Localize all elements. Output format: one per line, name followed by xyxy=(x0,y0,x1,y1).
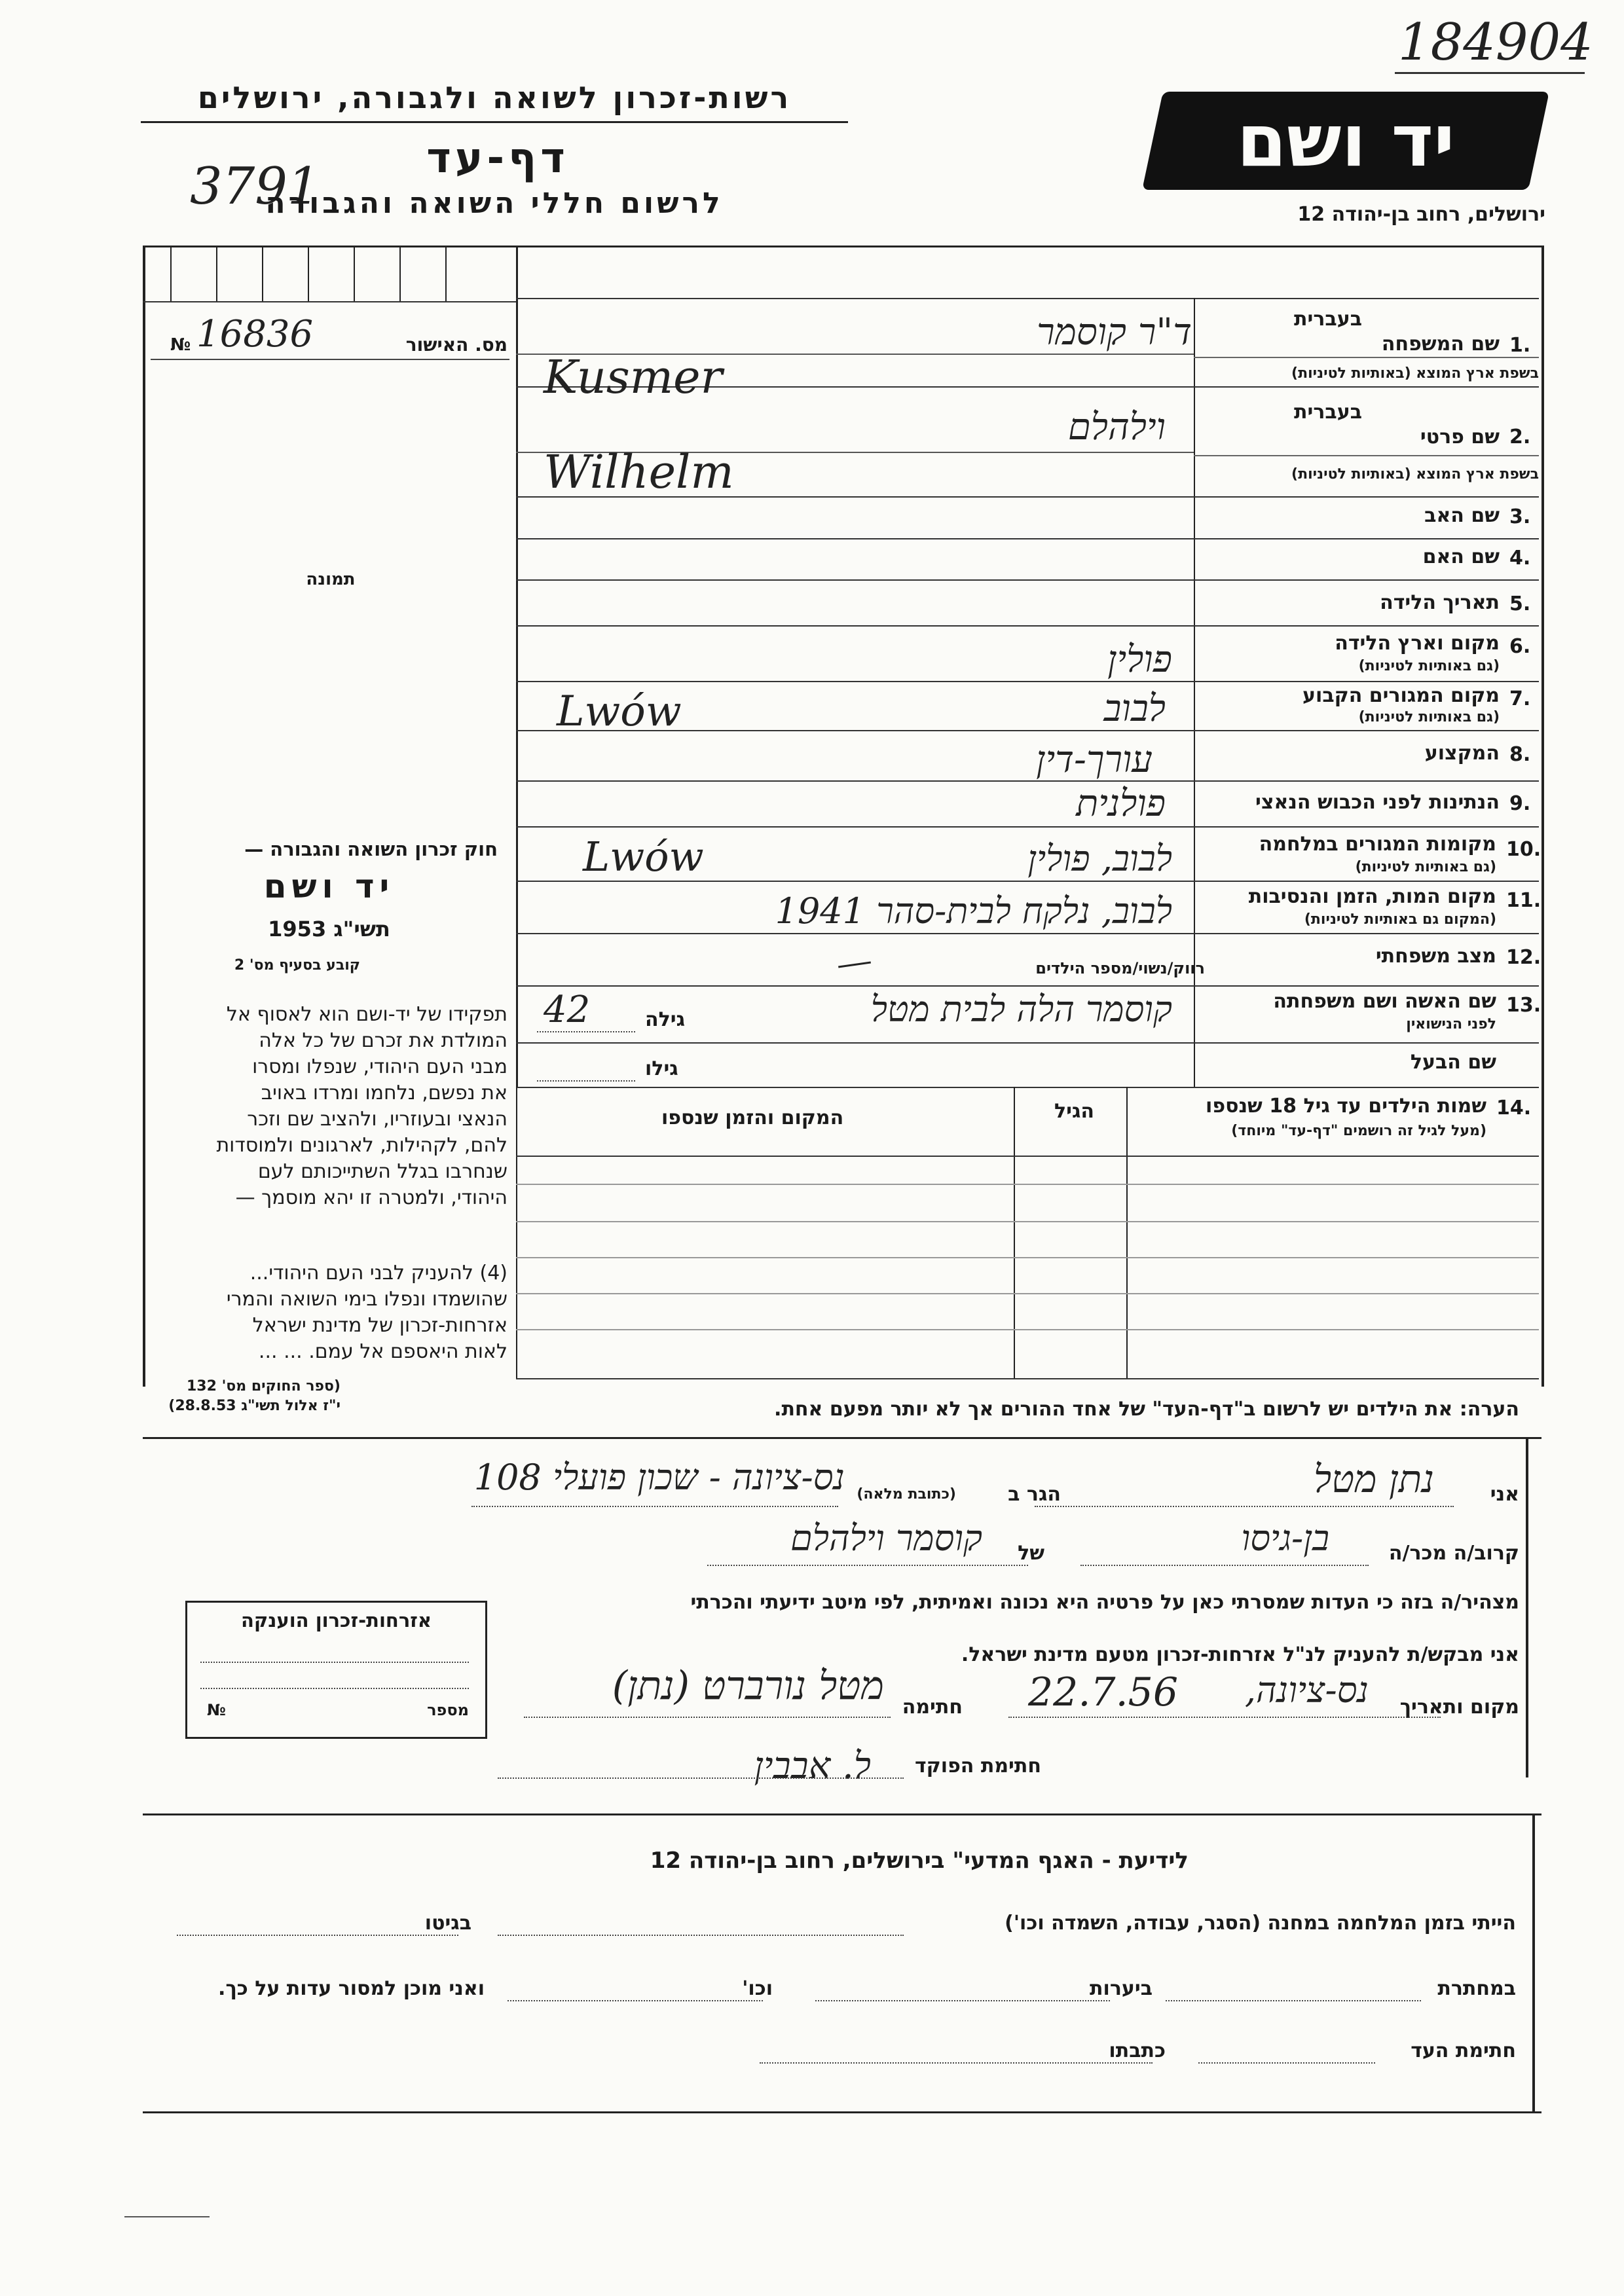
authority-line: רשות-זכרון לשואה ולגבורה, ירושלים xyxy=(197,80,792,115)
field-5-num: 5. xyxy=(1509,592,1531,615)
field-10-sub: (גם באותיות לטיניות) xyxy=(1355,859,1496,875)
field-2-label: שם פרטי xyxy=(1420,426,1500,448)
research-line3-b: כתבתו xyxy=(1109,2039,1166,2062)
field-6-num: 6. xyxy=(1509,635,1531,658)
decl-place: נס-ציונה, xyxy=(1244,1669,1369,1711)
field-7-value-latin: Lwów xyxy=(557,687,682,736)
field-7-label: מקום המגורים הקבוע xyxy=(1302,684,1500,707)
field-2-num: 2. xyxy=(1509,426,1531,448)
field-7-sub: (גם באותיות לטיניות) xyxy=(1358,709,1500,725)
field-1-num: 1. xyxy=(1509,334,1531,357)
archive-number: 184904 xyxy=(1398,13,1593,72)
decl-i-label: אני xyxy=(1490,1483,1519,1506)
yad-vashem-logo xyxy=(1142,92,1549,190)
decl-statement-1: מצהיר/ה בזה כי העדות שמסרתי כאן על פרטיה היא נכונה ואמיתית, לפי מיטב ידיעתי והכרתי xyxy=(690,1591,1519,1614)
research-line2-d: ואני מוכן למסור עדות על כך. xyxy=(218,1977,485,2000)
field-6-value: פולין xyxy=(1107,638,1172,681)
law-para1: תפקידו של יד-ושם הוא לאסוף אל המולדת את זכרם של כל אלה מבני העם היהודי, שנפלו ומסרו את נפשם, נלחמו ומרדו באויב הנאצי ובעוזריו, ולהציב שם וזכר להם, לקהילות, לארגונים ולמוסדות שנחרבו בגלל השתייכותם לעם היהודי, ולמטרה זו יהא מוסמך — xyxy=(216,1003,507,1209)
law-name: יד ושם xyxy=(263,867,395,905)
decl-officer-label: חתימת הפוקד xyxy=(915,1755,1041,1777)
field-10-value-latin: Lwów xyxy=(583,833,704,881)
research-line3-a: חתימת העד xyxy=(1411,2039,1516,2062)
field-13-value: קוסמר הלה לבית מטל xyxy=(870,989,1172,1030)
field-10-value-hebrew: לבוב, פולין xyxy=(1027,838,1172,879)
form-subtitle: לרשום חללי השואה והגבורה xyxy=(265,187,724,220)
research-line2-c: וכו' xyxy=(742,1977,773,2000)
decl-statement-2: אני מבקש/ת להעניק לנ"ל אזרחות-זכרון מטעם מדינת ישראל. xyxy=(961,1643,1519,1666)
decl-address: נס-ציונה - שכון פועלי 108 xyxy=(473,1457,845,1498)
field-3-num: 3. xyxy=(1509,505,1531,528)
decl-date: 22.7.56 xyxy=(1028,1669,1179,1715)
decl-officer-signature: ל. אבבין xyxy=(754,1745,871,1787)
research-line2-b: ביערות xyxy=(1090,1977,1153,2000)
note-line: הערה: את הילדים יש לרשום ב"דף-העד" של אחד ההורים אך לא יותר מפעם אחת. xyxy=(774,1398,1519,1421)
field-11-value: לבוב, נלקח לבית-סהר 1941 xyxy=(775,890,1172,932)
citizenship-no-label: № xyxy=(207,1701,226,1719)
decl-relation: בן-גיסו xyxy=(1241,1518,1329,1559)
field-13-label: שם האשה ושם משפחתה xyxy=(1273,990,1496,1013)
field-8-num: 8. xyxy=(1509,743,1531,766)
law-clause: קובע בסעיף מס' 2 xyxy=(234,957,360,974)
field-1-label: שם המשפחה xyxy=(1381,333,1500,355)
research-line1-b: בגיטו xyxy=(424,1912,471,1935)
field-4-num: 4. xyxy=(1509,547,1531,570)
field-8-value: עורך-דין xyxy=(1036,738,1153,781)
field-13-sub: לפני הנישואין xyxy=(1406,1016,1496,1032)
field-1-value-hebrew: ד"ר קוסמר xyxy=(1037,311,1192,354)
field-10-label: מקומות המגורים במלחמה xyxy=(1259,833,1496,856)
field-6-label: מקום וארץ הלידה xyxy=(1335,632,1500,655)
field-1-sub-hebrew: בעברית xyxy=(1294,308,1362,331)
children-col-place: המקום והזמן שנספו xyxy=(661,1106,844,1129)
decl-of-name: קוסמר וילהלם xyxy=(790,1518,982,1559)
field-13-age-label: גילה xyxy=(645,1008,685,1031)
field-11-num: 11. xyxy=(1506,889,1541,912)
field-2-sub-latin: בשפת ארץ המוצא (באותיות לטיניות) xyxy=(1291,466,1539,483)
field-1-sub-latin: בשפת ארץ המוצא (באותיות לטיניות) xyxy=(1291,365,1539,382)
field-2-value-latin: Wilhelm xyxy=(544,445,734,499)
field-11-sub: (המקום גם באותיות לטיניות) xyxy=(1304,911,1496,928)
field-12-num: 12. xyxy=(1506,946,1541,969)
form-title: דף-עד xyxy=(426,134,569,183)
field-2-sub-hebrew: בעברית xyxy=(1294,401,1362,424)
law-year: תשי"ג 1953 xyxy=(268,917,390,941)
approval-label: מס. האישור xyxy=(405,334,507,355)
field-13-age: 42 xyxy=(544,989,591,1031)
field-1-value-latin: Kusmer xyxy=(544,350,723,404)
approval-no-label: № xyxy=(170,335,191,355)
field-8-label: המקצוע xyxy=(1424,742,1500,765)
law-para2: (4) להעניק לבני העם היהודי... שהושמדו ונפלו בימי השואה והמרי אזרחות-זכרון של מדינת ישראל לאות היאספם אל עמם. ... ... xyxy=(226,1262,507,1363)
decl-relative-label: קרוב/ה מכר/ה xyxy=(1388,1542,1519,1565)
research-title: לידיעת - האגף המדעי" בירושלים, רחוב בן-יהודה 12 xyxy=(650,1848,1189,1874)
field-7-num: 7. xyxy=(1509,687,1531,710)
law-source-2: י"ז אלול תשי"ג 28.8.53) xyxy=(168,1398,341,1414)
decl-name: נתן מטל xyxy=(1314,1457,1434,1501)
field-9-value: פולנית xyxy=(1076,782,1166,825)
field-4-label: שם האם xyxy=(1422,545,1500,568)
research-line2-a: במחתרת xyxy=(1437,1977,1516,2000)
field-9-num: 9. xyxy=(1509,792,1531,815)
field-12-options: רווק/נשוי/מספר הילדים xyxy=(1035,959,1205,977)
citizenship-title: אזרחות-זכרון הוענקה xyxy=(240,1609,432,1631)
decl-of-label: של xyxy=(1018,1542,1044,1565)
decl-signature: מטל נורברט (נתן) xyxy=(612,1663,884,1709)
field-7-value-hebrew: לבוב xyxy=(1103,687,1166,730)
field-11-label: מקום המות, הזמן והנסיבות xyxy=(1248,885,1496,908)
field-3-label: שם האב xyxy=(1424,504,1500,527)
law-title: חוק זכרון השואה והגבורה — xyxy=(244,838,498,860)
decl-signature-label: חתימה xyxy=(902,1696,963,1719)
header-address: ירושלים, רחוב בן-יהודה 12 xyxy=(1297,203,1545,226)
decl-address-hint: (כתובת מלאה) xyxy=(857,1486,956,1503)
logo-text: יד ושם xyxy=(1236,99,1455,183)
field-5-label: תאריך הלידה xyxy=(1380,591,1500,614)
decl-place-date-label: מקום ותאריך xyxy=(1399,1696,1519,1719)
field-2-value-hebrew: וילהלם xyxy=(1067,406,1166,448)
children-col-age: הגיל xyxy=(1054,1100,1094,1123)
citizenship-number-label: מספר xyxy=(427,1701,469,1719)
field-10-num: 10. xyxy=(1506,838,1541,861)
law-source-1: (ספר החוקים מס' 132 xyxy=(186,1378,341,1394)
husband-age-label: גילו xyxy=(645,1057,678,1080)
children-note: (מעל לגיל זה רושמים "דף-עד" מיוחד) xyxy=(1231,1123,1486,1139)
approval-value: 16836 xyxy=(196,313,314,355)
field-12-label: מצב משפחתי xyxy=(1375,945,1496,968)
research-line1-a: הייתי בזמן המלחמה במחנה (הסגר, עבודה, השמדה וכו') xyxy=(1005,1912,1516,1935)
citizenship-box xyxy=(185,1601,487,1739)
photo-label: תמונה xyxy=(306,570,356,589)
children-title: שמות הילדים עד גיל 18 שנספו xyxy=(1206,1095,1486,1118)
field-6-sub: (גם באותיות לטיניות) xyxy=(1358,658,1500,674)
field-9-label: הנתינות לפני הכבוש הנאצי xyxy=(1255,791,1500,814)
page-number-written: 3791 xyxy=(190,157,320,216)
children-num: 14. xyxy=(1496,1097,1532,1120)
field-13-num: 13. xyxy=(1506,994,1541,1017)
husband-label: שם הבעל xyxy=(1410,1051,1496,1074)
decl-resides-label: הגר ב xyxy=(1008,1483,1061,1506)
